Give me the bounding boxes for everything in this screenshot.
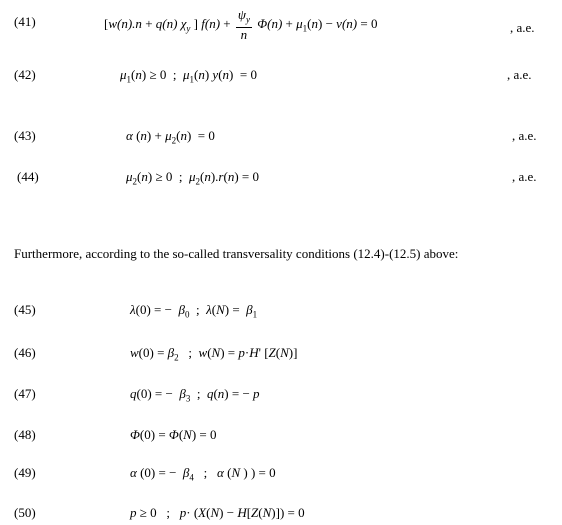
ae-label: , a.e. [512, 128, 537, 143]
equation-44 [0, 169, 562, 189]
equation-49 [0, 465, 562, 485]
equation-body: α $(n) + \mu_2(n) = 0$ [126, 128, 215, 146]
ae-label: , a.e. [512, 169, 537, 184]
equation-number: (50) [14, 505, 36, 520]
equation-number: (48) [14, 427, 36, 442]
equation-body: $w(0) = \beta_2$ ; w(N) = p·H' [Z(N)] [130, 345, 298, 363]
equation-body: $\mu_1(n) \ge 0$ ; $\mu_1(n) y(n) = 0$ [120, 67, 257, 85]
equation-45 [0, 302, 562, 322]
equation-body: [w(n).n + q(n) $\chi_y$ ] f(n) + $\frac{\psi_y}{n}$ $\Phi(n) + \mu_1(n) - \nu(n) = 0$ [104, 7, 378, 42]
equation-body: $\mu_2(n) \ge 0$ ; $\mu_2(n).r(n) = 0$ [126, 169, 259, 187]
equation-number: (44) [17, 169, 39, 184]
equation-body: α (0) = − $\beta_4$ ; α (N ) ) = 0 [130, 465, 276, 483]
equation-body: λ(0) = − $\beta_0$ ; $\lambda(N) = \beta_1$ [130, 302, 258, 320]
equation-number: (47) [14, 386, 36, 401]
equation-42 [0, 67, 562, 87]
equation-48 [0, 427, 562, 447]
equation-41 [0, 7, 562, 42]
equation-body: Φ(0) = Φ(N) = 0 [130, 427, 217, 442]
equation-body: q(0) = − $\beta_3$ ; q(n) = − p [130, 386, 260, 404]
equation-47 [0, 386, 562, 406]
transversality-paragraph: Furthermore, according to the so-called transversality conditions (12.4)-(12.5) above: [14, 246, 459, 261]
equation-number: (49) [14, 465, 36, 480]
equation-number: (42) [14, 67, 36, 82]
ae-label: , a.e. [507, 67, 532, 82]
equation-number: (46) [14, 345, 36, 360]
equation-number: (41) [14, 14, 36, 29]
equation-46 [0, 345, 562, 365]
equation-number: (45) [14, 302, 36, 317]
equation-50 [0, 505, 562, 525]
equation-number: (43) [14, 128, 36, 143]
equation-body: p ≥ 0 ; p· (X(N) − H[Z(N)]) = 0 [130, 505, 305, 520]
ae-label: , a.e. [510, 20, 535, 35]
equation-43 [0, 128, 562, 148]
